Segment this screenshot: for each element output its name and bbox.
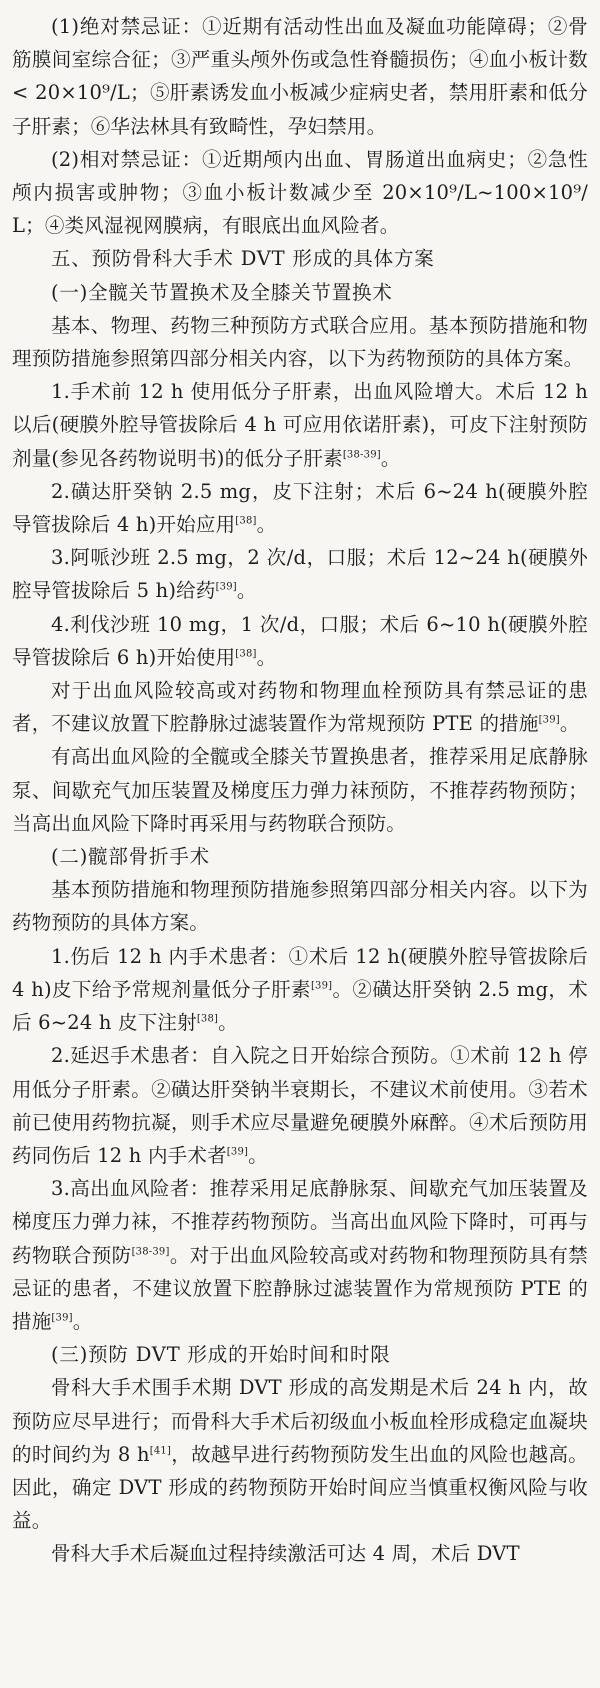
paragraph-text: 1.手术前 12 h 使用低分子肝素，出血风险增大。术后 12 h 以后(硬膜外腔导管拔除后 4 h 可应用依诺肝素)，可皮下注射预防剂量(参见各药物说明书)的低分子肝素 (12, 380, 588, 470)
paragraph-text: 3.阿哌沙班 2.5 mg，2 次/d，口服；术后 12~24 h(硬膜外腔导管拔除后 5 h)给药 (12, 546, 588, 603)
paragraph-text: 3.高出血风险者：推荐采用足底静脉泵、间歇充气加压装置及梯度压力弹力袜，不推荐药物预防。当高出血风险下降时，可再与药物联合预防 (12, 1177, 588, 1267)
paragraph-text: 有高出血风险的全髋或全膝关节置换患者，推荐采用足底静脉泵、间歇充气加压装置及梯度压力弹力袜预防，不推荐药物预防；当高出血风险下降时再采用与药物联合预防。 (12, 745, 588, 835)
surgery-within-12h-paragraph (12, 940, 588, 1040)
paragraph-text: 对于出血风险较高或对药物和物理血栓预防具有禁忌证的患者，不建议放置下腔静脉过滤装置作为常规预防 PTE 的措施 (12, 679, 588, 736)
paragraph-text: 1.伤后 12 h 内手术患者：①术后 12 h(硬膜外腔导管拔除后 4 h)皮下给予常规剂量低分子肝素 (12, 944, 588, 1001)
high-bleeding-risk-paragraph (12, 740, 588, 840)
citation-ref: [38] (235, 648, 257, 660)
citation-ref: [41] (149, 1445, 172, 1457)
rivaroxaban-paragraph (12, 608, 588, 674)
absolute-contraindications-paragraph (12, 10, 588, 143)
paragraph-end: 。 (256, 645, 277, 669)
paragraph-end: 。 (256, 513, 277, 537)
high-risk-hip-paragraph (12, 1172, 588, 1338)
paragraph-text: 基本预防措施和物理预防措施参照第四部分相关内容。以下为药物预防的具体方案。 (12, 878, 588, 935)
paragraph-text-cont: 。对于出血风险较高或对药物和物理预防具有禁忌证的患者，不建议放置下腔静脉过滤装置作为常规预防 PTE 的措施 (12, 1243, 588, 1333)
paragraph-text: 骨科大手术后凝血过程持续激活可达 4 周，术后 DVT (51, 1542, 520, 1566)
lmwh-paragraph (12, 375, 588, 475)
subsection-three-heading (12, 1338, 588, 1371)
citation-ref: [39] (310, 980, 333, 992)
heading-text: 五、预防骨科大手术 DVT 形成的具体方案 (51, 247, 435, 271)
citation-ref: [38] (235, 515, 257, 527)
paragraph-text: 2.磺达肝癸钠 2.5 mg，皮下注射；术后 6~24 h(硬膜外腔导管拔除后 4 h)开始应用 (12, 479, 588, 537)
citation-ref: [39] (51, 1312, 73, 1324)
paragraph-end: 。 (380, 446, 401, 470)
paragraph-end: 。 (559, 712, 580, 736)
timing-paragraph (12, 1371, 588, 1537)
paragraph-end: 。 (248, 1143, 268, 1167)
heading-text: (二)髋部骨折手术 (51, 845, 210, 869)
heading-text: (一)全髋关节置换术及全膝关节置换术 (51, 280, 393, 304)
document-page (12, 10, 588, 1680)
delayed-surgery-paragraph (12, 1039, 588, 1172)
citation-ref: [39] (226, 1146, 249, 1158)
paragraph-text: 骨科大手术围手术期 DVT 形成的高发期是术后 24 h 内，故预防应尽早进行；而骨科大手术后初级血小板血栓形成稳定血凝块的时间约为 8 h (12, 1376, 588, 1466)
citation-ref: [38] (196, 1013, 219, 1025)
paragraph-text: (2)相对禁忌证：①近期颅内出血、胃肠道出血病史；②急性颅内损害或肿物；③血小板计数减少至 20×10⁹/L~100×10⁹/L；④类风湿视网膜病，有眼底出血风险者。 (12, 147, 588, 238)
paragraph-text: 2.延迟手术患者：自入院之日开始综合预防。①术前 12 h 停用低分子肝素。②磺达肝癸钠半衰期长，不建议术前使用。③若术前已使用药物抗凝，则手术应尽量避免硬膜外麻醉。④术后预防用药同伤后 12 h 内手术者 (12, 1044, 588, 1167)
paragraph-text: (1)绝对禁忌证：①近期有活动性出血及凝血功能障碍；②骨筋膜间室综合征；③严重头颅外伤或急性脊髓损伤；④血小板计数< 20×10⁹/L；⑤肝素诱发血小板减少症病史者，禁用肝素和低分子肝素；⑥华法林具有致畸性，孕妇禁用。 (12, 15, 588, 138)
paragraph-text-cont: ，故越早进行药物预防发生出血的风险也越高。因此，确定 DVT 形成的药物预防开始时间应当慎重权衡风险与收益。 (12, 1442, 588, 1533)
section-five-heading (12, 242, 588, 275)
heading-text: (三)预防 DVT 形成的开始时间和时限 (51, 1343, 391, 1367)
citation-ref: [39] (538, 714, 560, 726)
citation-ref: [38-39] (342, 449, 381, 461)
citation-ref: [39] (215, 581, 237, 593)
paragraph-text: 基本、物理、药物三种预防方式联合应用。基本预防措施和物理预防措施参照第四部分相关内容，以下为药物预防的具体方案。 (12, 313, 588, 371)
paragraph-text-cont: 。②磺达肝癸钠 2.5 mg，术后 6~24 h 皮下注射 (12, 977, 588, 1035)
relative-contraindications-paragraph (12, 143, 588, 243)
citation-ref: [38-39] (131, 1246, 170, 1258)
subsection-one-heading (12, 276, 588, 309)
basic-measures-paragraph (12, 309, 588, 375)
hip-fracture-basic-paragraph (12, 873, 588, 939)
apixaban-paragraph (12, 541, 588, 607)
ivc-filter-paragraph (12, 674, 588, 740)
paragraph-end: 。 (72, 1309, 93, 1333)
subsection-two-heading (12, 840, 588, 873)
paragraph-end: 。 (218, 1011, 238, 1035)
paragraph-end: 。 (236, 579, 257, 603)
duration-paragraph (12, 1537, 588, 1570)
fondaparinux-paragraph (12, 475, 588, 541)
paragraph-text: 4.利伐沙班 10 mg，1 次/d，口服；术后 6~10 h(硬膜外腔导管拔除后 6 h)开始使用 (12, 612, 588, 669)
